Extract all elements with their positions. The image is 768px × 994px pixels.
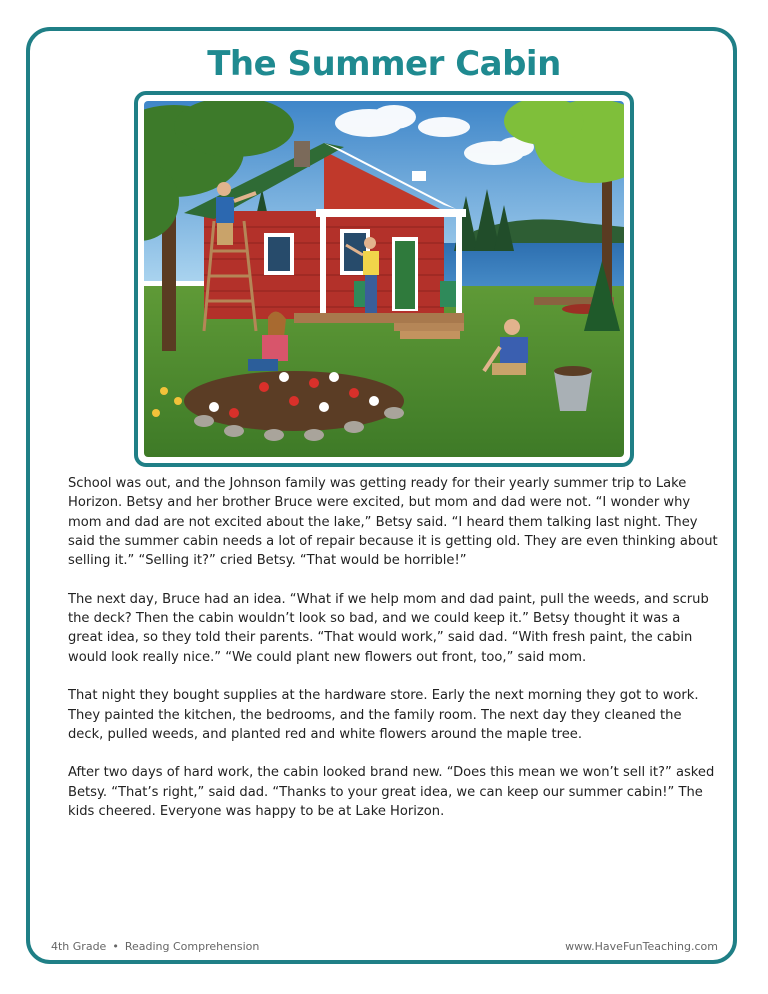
footer-separator: • [112, 940, 119, 953]
footer-grade-subject [51, 940, 259, 953]
footer-website[interactable]: www.HaveFunTeaching.com [565, 940, 718, 953]
story-paragraph-2: The next day, Bruce had an idea. “What if we help mom and dad paint, pull the weeds, and scrub the deck? Then the cabin wouldn’t look so bad, and we could keep it.” Betsy thought it was a great idea, so they told their parents. “That would work,” said dad. “With fresh paint, the cabin would look really nice.” “We could plant new flowers out front, too,” said mom. [68, 591, 709, 665]
story-paragraph-4: After two days of hard work, the cabin looked brand new. “Does this mean we won’t sell it?” asked Betsy. “That’s right,” said dad. “Thanks to your great idea, we can keep our summer cabin!” The kids cheered. Everyone was happy to be at Lake Horizon. [68, 765, 715, 820]
page-title: The Summer Cabin [207, 44, 561, 84]
summer-cabin-illustration [144, 101, 624, 457]
story-paragraph-3: That night they bought supplies at the hardware store. Early the next morning they got to work. They painted the kitchen, the bedrooms, and the family room. The next day they cleaned the deck, pulled weeds, and planted red and white flowers around the maple tree. [68, 688, 699, 742]
footer-subject: Reading Comprehension [124, 940, 260, 953]
story-illustration [134, 91, 634, 467]
footer-grade: 4th Grade [51, 940, 107, 953]
story-text [68, 474, 718, 841]
story-paragraph-1: School was out, and the Johnson family was getting ready for their yearly summer trip to Lake Horizon. Betsy and her brother Bruce were excited, but mom and dad were not. “I wonder why mom and dad are not excited about the lake,” Betsy said. “I heard them talking last night. They said the summer cabin needs a lot of repair because it is getting old. They are even thinking about selling it.” “Selling it?” cried Betsy. “That would be horrible!” [68, 476, 718, 569]
